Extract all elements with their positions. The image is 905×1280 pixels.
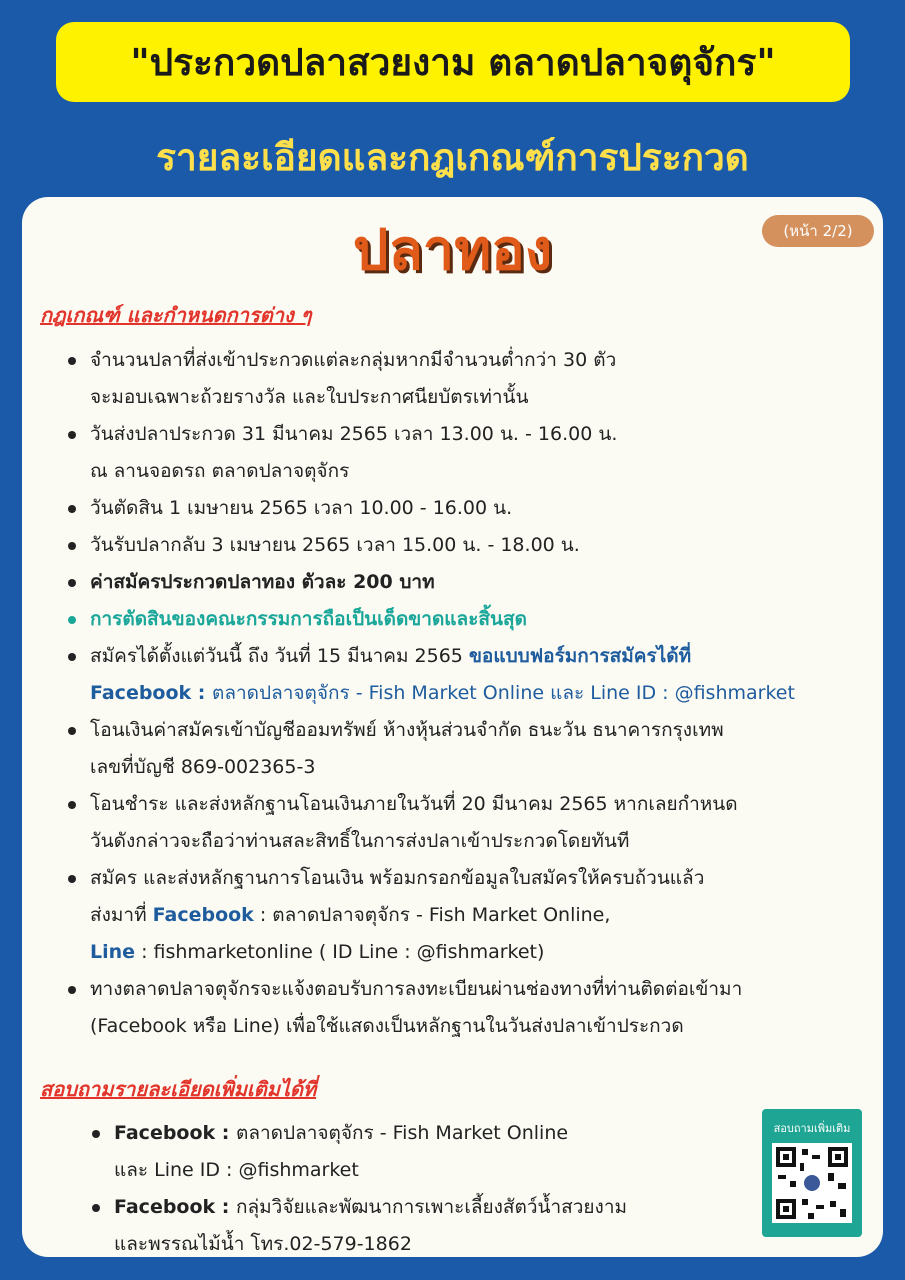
- list-item: โอนชำระ และส่งหลักฐานโอนเงินภายในวันที่ 20 มีนาคม 2565 หากเลยกำหนด วันดังกล่าวจะถือว่าท่านสละสิทธิ์ในการส่งปลาเข้าประกวดโดยทันที: [64, 786, 874, 860]
- qr-code: [772, 1143, 852, 1223]
- list-item: ค่าสมัครประกวดปลาทอง ตัวละ 200 บาท: [64, 564, 874, 601]
- list-item: วันส่งปลาประกวด 31 มีนาคม 2565 เวลา 13.00 น. - 16.00 น. ณ ลานจอดรถ ตลาดปลาจตุจักร: [64, 416, 874, 490]
- page-subtitle: รายละเอียดและกฎเกณฑ์การประกวด: [156, 136, 749, 179]
- list-item: จำนวนปลาที่ส่งเข้าประกวดแต่ละกลุ่มหากมีจำนวนต่ำกว่า 30 ตัว จะมอบเฉพาะถ้วยรางวัล และใบประกาศนียบัตรเท่านั้น: [64, 342, 874, 416]
- list-item: Facebook : ตลาดปลาจตุจักร - Fish Market Online และ Line ID : @fishmarket: [88, 1115, 728, 1189]
- page-title: "ประกวดปลาสวยงาม ตลาดปลาจตุจักร": [130, 40, 776, 84]
- qr-card: [762, 1109, 862, 1237]
- qr-label: สอบถามเพิ่มเติม: [773, 1122, 851, 1135]
- list-item: ทางตลาดปลาจตุจักรจะแจ้งตอบรับการลงทะเบียนผ่านช่องทางที่ท่านติดต่อเข้ามา (Facebook หรือ Line) เพื่อใช้แสดงเป็นหลักฐานในวันส่งปลาเข้าประกวด: [64, 971, 874, 1045]
- list-item: การตัดสินของคณะกรรมการถือเป็นเด็ดขาดและสิ้นสุด: [64, 601, 874, 638]
- list-item: สมัคร และส่งหลักฐานการโอนเงิน พร้อมกรอกข้อมูลใบสมัครให้ครบถ้วนแล้ว ส่งมาที่ Facebook : ตลาดปลาจตุจักร - Fish Market Online, Line : fishmarketonline ( ID Line : @fishmarket): [64, 860, 874, 971]
- list-item: Facebook : กลุ่มวิจัยและพัฒนาการเพาะเลี้ยงสัตว์น้ำสวยงาม และพรรณไม้น้ำ โทร.02-579-1862: [88, 1189, 728, 1263]
- list-item: โอนเงินค่าสมัครเข้าบัญชีออมทรัพย์ ห้างหุ้นส่วนจำกัด ธนะวัน ธนาคารกรุงเทพ เลขที่บัญชี 869-002365-3: [64, 712, 874, 786]
- title-banner: [56, 22, 850, 102]
- list-item: สมัครได้ตั้งแต่วันนี้ ถึง วันที่ 15 มีนาคม 2565 ขอแบบฟอร์มการสมัครได้ที่ Facebook : ตลาดปลาจตุจักร - Fish Market Online และ Line ID : @fishmarket: [64, 638, 874, 712]
- list-item: วันตัดสิน 1 เมษายน 2565 เวลา 10.00 - 16.00 น.: [64, 490, 874, 527]
- contact-list: [88, 1115, 728, 1263]
- content-card: [22, 197, 883, 1257]
- fish-title: ปลาทอง: [352, 218, 553, 283]
- page-badge: (หน้า 2/2): [762, 215, 874, 247]
- rules-heading: กฎเกณฑ์ และกำหนดการต่าง ๆ: [40, 303, 312, 327]
- list-item: วันรับปลากลับ 3 เมษายน 2565 เวลา 15.00 น. - 18.00 น.: [64, 527, 874, 564]
- contact-heading: สอบถามรายละเอียดเพิ่มเติมได้ที่: [40, 1077, 317, 1101]
- rules-list: [64, 342, 874, 1045]
